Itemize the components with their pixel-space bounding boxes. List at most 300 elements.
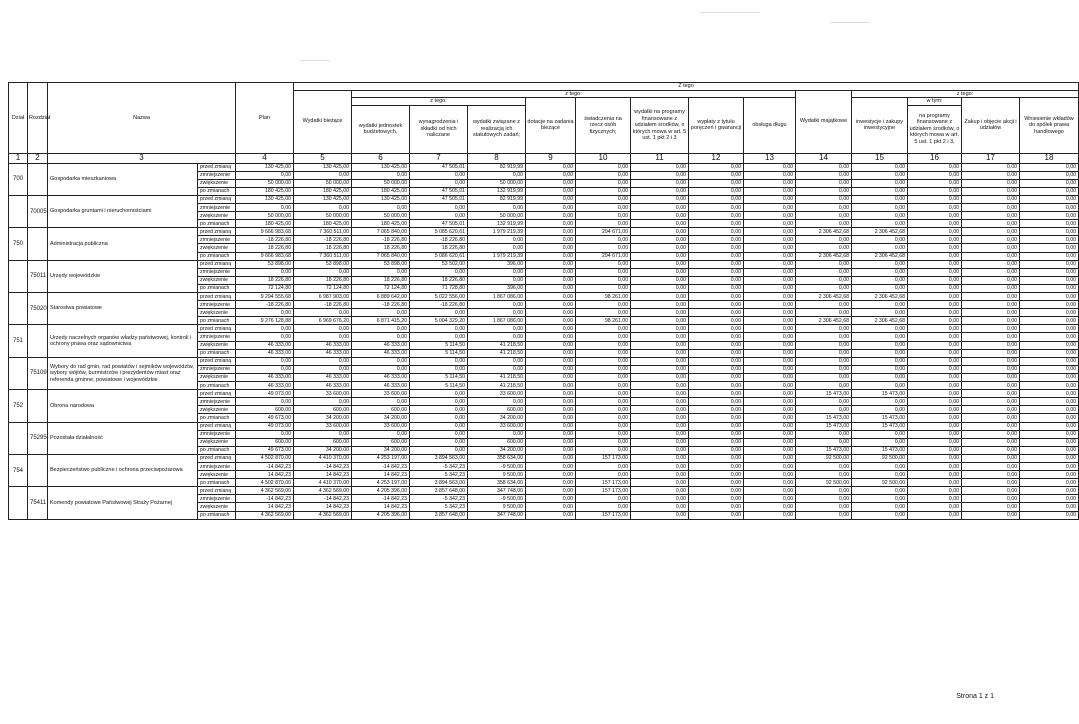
value-cell: 0,00 [526,187,576,195]
column-number: 10 [576,153,631,163]
dzial-code [9,487,28,519]
value-cell: 180 425,00 [294,187,352,195]
value-cell: 0,00 [908,357,962,365]
header-wydatki-biezace: Wydatki bieżące [294,90,352,153]
value-cell: -5 342,23 [410,495,468,503]
column-number: 13 [744,153,796,163]
value-cell: 0,00 [576,325,631,333]
value-cell: 0,00 [744,495,796,503]
value-cell: 46 333,00 [236,373,294,381]
value-cell: 0,00 [852,212,908,220]
value-cell: 0,00 [294,268,352,276]
value-cell: 0,00 [689,471,744,479]
value-cell: 34 200,00 [294,414,352,422]
value-cell: 0,00 [689,309,744,317]
value-cell: 5 004 329,20 [410,317,468,325]
value-cell: 0,00 [576,349,631,357]
value-cell: 0,00 [852,382,908,390]
value-cell: 0,00 [526,179,576,187]
value-cell: 0,00 [852,438,908,446]
value-cell: 0,00 [526,284,576,292]
value-cell: 0,00 [631,203,689,211]
value-cell: 0,00 [962,333,1020,341]
table-row [9,195,1079,203]
value-cell: 0,00 [1020,398,1079,406]
value-cell: 0,00 [526,471,576,479]
value-cell: 0,00 [962,487,1020,495]
row-label: zmniejszenie [198,333,236,341]
value-cell: 0,00 [689,252,744,260]
value-cell: 33 600,00 [294,422,352,430]
value-cell: 0,00 [744,357,796,365]
value-cell: 0,00 [852,244,908,252]
value-cell: 41 218,50 [468,341,526,349]
value-cell: 0,00 [962,479,1020,487]
value-cell: 0,00 [1020,276,1079,284]
section-name: Administracja publiczna [48,228,198,260]
value-cell: 4 502 870,00 [236,479,294,487]
value-cell: 0,00 [410,179,468,187]
value-cell: 180 425,00 [236,220,294,228]
value-cell: 0,00 [689,268,744,276]
value-cell: 0,00 [526,252,576,260]
value-cell: 49 673,00 [236,446,294,454]
value-cell: 396,00 [468,260,526,268]
value-cell: 0,00 [962,495,1020,503]
rozdzial-code [28,390,48,422]
value-cell: 14 842,23 [294,471,352,479]
row-label: zwiększenie [198,244,236,252]
value-cell: 1 867 086,00 [468,317,526,325]
section-name: Wybory do rad gmin, rad powiatów i sejmików województw, wybory wójtów, burmistrzów i prezydentów miast oraz referenda gminne, powiatowe i wojewódzkie [48,357,198,389]
value-cell: 0,00 [631,325,689,333]
value-cell: 0,00 [236,398,294,406]
value-cell: 92 500,00 [796,454,852,462]
value-cell: 5 114,50 [410,349,468,357]
column-number: 8 [468,153,526,163]
value-cell: 0,00 [294,309,352,317]
section-name: Urzędy wojewódzkie [48,260,198,292]
value-cell: 0,00 [796,179,852,187]
value-cell: 0,00 [526,511,576,519]
value-cell: 9 500,00 [468,471,526,479]
value-cell: 0,00 [410,357,468,365]
value-cell: 0,00 [526,325,576,333]
value-cell: 0,00 [852,349,908,357]
row-label: zwiększenie [198,503,236,511]
value-cell: 6 987 903,00 [294,293,352,301]
section-name: Urzędy naczelnych organów władzy państwowej, kontroli i ochrony prawa oraz sądownictwa [48,325,198,357]
value-cell: 7 065 840,00 [352,228,410,236]
value-cell: 14 842,23 [294,503,352,511]
value-cell: 180 425,00 [352,220,410,228]
value-cell: 600,00 [468,438,526,446]
header-programy: wydatki na programy finansowane z udziałem środków, o których mowa w art. 5 ust. 1 pkt 2 i 3 [631,98,689,154]
value-cell: 5 342,23 [410,471,468,479]
value-cell: 0,00 [852,179,908,187]
value-cell: 0,00 [1020,325,1079,333]
value-cell: 46 333,00 [294,349,352,357]
value-cell: 0,00 [744,471,796,479]
value-cell: 0,00 [294,398,352,406]
scan-smudge [700,12,760,13]
value-cell: 0,00 [744,317,796,325]
value-cell: 18 226,80 [352,276,410,284]
value-cell: 0,00 [631,220,689,228]
value-cell: 5 114,50 [410,341,468,349]
value-cell: 0,00 [796,462,852,470]
value-cell: 0,00 [689,414,744,422]
value-cell: 0,00 [236,268,294,276]
value-cell: 600,00 [468,406,526,414]
value-cell: 0,00 [908,293,962,301]
value-cell: 130 425,00 [352,195,410,203]
value-cell: 34 200,00 [294,446,352,454]
column-number: 5 [294,153,352,163]
value-cell: 0,00 [352,398,410,406]
value-cell: 0,00 [689,284,744,292]
value-cell: 0,00 [908,373,962,381]
row-label: przed zmianą [198,390,236,398]
value-cell: 0,00 [468,333,526,341]
value-cell: 0,00 [576,333,631,341]
value-cell: 0,00 [796,268,852,276]
value-cell: 0,00 [576,398,631,406]
value-cell: 0,00 [526,462,576,470]
value-cell: 0,00 [744,511,796,519]
value-cell: 0,00 [796,203,852,211]
value-cell: 0,00 [1020,212,1079,220]
value-cell: 0,00 [908,479,962,487]
value-cell: 0,00 [236,430,294,438]
value-cell: 600,00 [294,406,352,414]
value-cell: 0,00 [689,293,744,301]
value-cell: 72 124,80 [294,284,352,292]
value-cell: 0,00 [576,430,631,438]
value-cell: 0,00 [744,406,796,414]
value-cell: 0,00 [962,179,1020,187]
value-cell: 0,00 [796,171,852,179]
value-cell: 33 600,00 [352,422,410,430]
value-cell: 0,00 [1020,236,1079,244]
value-cell: 0,00 [744,422,796,430]
value-cell: 0,00 [744,179,796,187]
value-cell: 0,00 [908,406,962,414]
row-label: po zmianach [198,284,236,292]
value-cell: 0,00 [576,406,631,414]
value-cell: 2 306 452,68 [852,252,908,260]
value-cell: 0,00 [468,430,526,438]
value-cell: 0,00 [576,414,631,422]
value-cell: 15 473,00 [852,446,908,454]
value-cell: 0,00 [410,430,468,438]
value-cell: 34 200,00 [468,414,526,422]
value-cell: 130 425,00 [236,195,294,203]
row-label: zmniejszenie [198,495,236,503]
value-cell: 34 200,00 [352,414,410,422]
value-cell: 1 867 086,00 [468,293,526,301]
value-cell: 396,00 [468,284,526,292]
value-cell: 0,00 [908,236,962,244]
row-label: przed zmianą [198,422,236,430]
value-cell: 0,00 [1020,317,1079,325]
value-cell: 0,00 [631,212,689,220]
value-cell: 0,00 [689,203,744,211]
value-cell: 0,00 [576,373,631,381]
value-cell: 0,00 [744,163,796,171]
value-cell: 0,00 [744,187,796,195]
rozdzial-code: 75109 [28,357,48,389]
value-cell: 5 114,50 [410,382,468,390]
value-cell: 18 226,80 [410,276,468,284]
value-cell: 0,00 [852,341,908,349]
value-cell: 130 425,00 [294,163,352,171]
value-cell: 33 600,00 [294,390,352,398]
value-cell: 0,00 [689,212,744,220]
value-cell: 0,00 [576,382,631,390]
value-cell: 0,00 [962,244,1020,252]
value-cell: 0,00 [852,406,908,414]
value-cell: 0,00 [744,228,796,236]
value-cell: 4 362 569,00 [236,487,294,495]
value-cell: 0,00 [576,446,631,454]
table-body [9,163,1079,519]
value-cell: 0,00 [1020,220,1079,228]
value-cell: 0,00 [908,414,962,422]
value-cell: 2 306 452,68 [796,293,852,301]
value-cell: 0,00 [526,438,576,446]
value-cell: 0,00 [689,495,744,503]
value-cell: 0,00 [689,438,744,446]
value-cell: 600,00 [236,438,294,446]
value-cell: 0,00 [1020,228,1079,236]
value-cell: 0,00 [294,325,352,333]
value-cell: 0,00 [576,309,631,317]
value-cell: 0,00 [1020,503,1079,511]
dzial-code: 751 [9,325,28,357]
value-cell: 9 500,00 [468,503,526,511]
value-cell: 0,00 [410,390,468,398]
value-cell: 0,00 [526,228,576,236]
value-cell: 0,00 [468,309,526,317]
value-cell: 600,00 [236,406,294,414]
value-cell: 0,00 [689,171,744,179]
value-cell: 0,00 [962,511,1020,519]
value-cell: 0,00 [1020,349,1079,357]
section-name: Obrona narodowa [48,390,198,422]
value-cell: 0,00 [852,487,908,495]
dzial-code [9,195,28,227]
header-prog-maj: na programy finansowane z udziałem środków, o których mowa w art. 5 ust. 1 pkt 2 i 3, [908,105,962,153]
value-cell: 0,00 [526,309,576,317]
row-label: zwiększenie [198,309,236,317]
value-cell: 0,00 [576,260,631,268]
value-cell: 600,00 [294,438,352,446]
value-cell: 0,00 [689,479,744,487]
table-row [9,163,1079,171]
value-cell: 130 425,00 [294,195,352,203]
header-wydatki-majatkowe: Wydatki majątkowe [796,90,852,153]
value-cell: 0,00 [576,365,631,373]
value-cell: 0,00 [796,438,852,446]
value-cell: -9 500,00 [468,495,526,503]
header-dzial: Dział [9,83,28,154]
value-cell: 0,00 [526,236,576,244]
row-label: przed zmianą [198,357,236,365]
value-cell: 14 842,23 [236,471,294,479]
value-cell: 0,00 [294,430,352,438]
value-cell: 53 898,00 [294,260,352,268]
value-cell: 0,00 [796,276,852,284]
column-number: 6 [352,153,410,163]
value-cell: 0,00 [962,220,1020,228]
value-cell: 0,00 [744,479,796,487]
value-cell: 0,00 [631,511,689,519]
row-label: przed zmianą [198,293,236,301]
value-cell: 0,00 [689,422,744,430]
value-cell: 0,00 [526,244,576,252]
value-cell: 0,00 [908,333,962,341]
table-row [9,228,1079,236]
value-cell: 0,00 [631,430,689,438]
header-wydatki-jednostek: wydatki jednostek budżetowych, [352,105,410,153]
value-cell: 0,00 [744,260,796,268]
value-cell: 0,00 [689,487,744,495]
header-nazwa: Nazwa [48,83,236,154]
value-cell: 4 205 396,00 [352,487,410,495]
value-cell: 0,00 [689,390,744,398]
value-cell: 46 333,00 [294,382,352,390]
value-cell: 0,00 [526,414,576,422]
value-cell: 0,00 [908,163,962,171]
value-cell: 0,00 [631,373,689,381]
value-cell: 0,00 [294,333,352,341]
row-label: zwiększenie [198,179,236,187]
value-cell: 5 022 556,00 [410,293,468,301]
value-cell: 0,00 [796,236,852,244]
value-cell: 0,00 [468,301,526,309]
value-cell: 0,00 [1020,163,1079,171]
value-cell: 0,00 [908,212,962,220]
value-cell: 0,00 [962,268,1020,276]
value-cell: 0,00 [908,284,962,292]
value-cell: 0,00 [962,236,1020,244]
value-cell: 0,00 [908,398,962,406]
value-cell: 0,00 [744,268,796,276]
value-cell: 0,00 [689,301,744,309]
column-number: 17 [962,153,1020,163]
value-cell: 0,00 [689,317,744,325]
value-cell: 180 425,00 [236,187,294,195]
value-cell: 0,00 [468,244,526,252]
value-cell: 0,00 [526,195,576,203]
value-cell: 0,00 [908,228,962,236]
value-cell: 0,00 [689,365,744,373]
value-cell: 0,00 [526,454,576,462]
value-cell: 0,00 [962,203,1020,211]
value-cell: 0,00 [631,293,689,301]
value-cell: 0,00 [576,503,631,511]
value-cell: 0,00 [689,462,744,470]
value-cell: 53 898,00 [236,260,294,268]
rozdzial-code [28,228,48,260]
value-cell: 9 276 128,88 [236,317,294,325]
header-wydatki-zwiazane: wydatki związane z realizacją ich statutowych zadań; [468,105,526,153]
value-cell: 72 124,80 [352,284,410,292]
value-cell: 0,00 [1020,414,1079,422]
value-cell: 50 000,00 [236,179,294,187]
value-cell: 157 173,00 [576,454,631,462]
value-cell: 358 634,00 [468,454,526,462]
value-cell: 0,00 [526,390,576,398]
value-cell: 4 502 870,00 [236,454,294,462]
value-cell: 0,00 [908,195,962,203]
rozdzial-code: 75020 [28,293,48,325]
value-cell: 2 306 452,68 [852,228,908,236]
value-cell: 0,00 [1020,422,1079,430]
value-cell: 0,00 [236,325,294,333]
value-cell: 0,00 [576,471,631,479]
value-cell: 0,00 [852,268,908,276]
value-cell: 0,00 [526,479,576,487]
value-cell: 0,00 [1020,471,1079,479]
value-cell: 347 748,00 [468,511,526,519]
value-cell: 0,00 [526,301,576,309]
value-cell: 82 919,99 [468,163,526,171]
value-cell: 0,00 [631,317,689,325]
table-row [9,454,1079,462]
value-cell: 0,00 [908,503,962,511]
rozdzial-code: 70005 [28,195,48,227]
value-cell: 0,00 [631,503,689,511]
value-cell: 0,00 [526,171,576,179]
value-cell: 0,00 [526,317,576,325]
value-cell: 0,00 [631,163,689,171]
value-cell: 0,00 [689,228,744,236]
table-row [9,357,1079,365]
value-cell: 0,00 [526,212,576,220]
value-cell: 0,00 [1020,365,1079,373]
dzial-code: 700 [9,163,28,195]
value-cell: 18 226,80 [410,244,468,252]
row-label: po zmianach [198,511,236,519]
value-cell: -18 226,80 [236,236,294,244]
value-cell: 0,00 [689,163,744,171]
value-cell: 0,00 [1020,390,1079,398]
value-cell: 0,00 [796,373,852,381]
value-cell: 0,00 [796,309,852,317]
value-cell: 0,00 [1020,341,1079,349]
rozdzial-code [28,163,48,195]
value-cell: 0,00 [689,325,744,333]
value-cell: 0,00 [576,195,631,203]
value-cell: 0,00 [576,301,631,309]
value-cell: 0,00 [631,495,689,503]
rozdzial-code: 75295 [28,422,48,454]
value-cell: 0,00 [1020,179,1079,187]
value-cell: 0,00 [908,309,962,317]
value-cell: 0,00 [796,260,852,268]
value-cell: 0,00 [796,244,852,252]
value-cell: 0,00 [1020,373,1079,381]
row-label: przed zmianą [198,260,236,268]
section-name: Starostwa powiatowe [48,293,198,325]
value-cell: 0,00 [852,333,908,341]
value-cell: 33 600,00 [352,390,410,398]
value-cell: 9 666 983,68 [236,252,294,260]
value-cell: 0,00 [410,171,468,179]
value-cell: 0,00 [410,203,468,211]
